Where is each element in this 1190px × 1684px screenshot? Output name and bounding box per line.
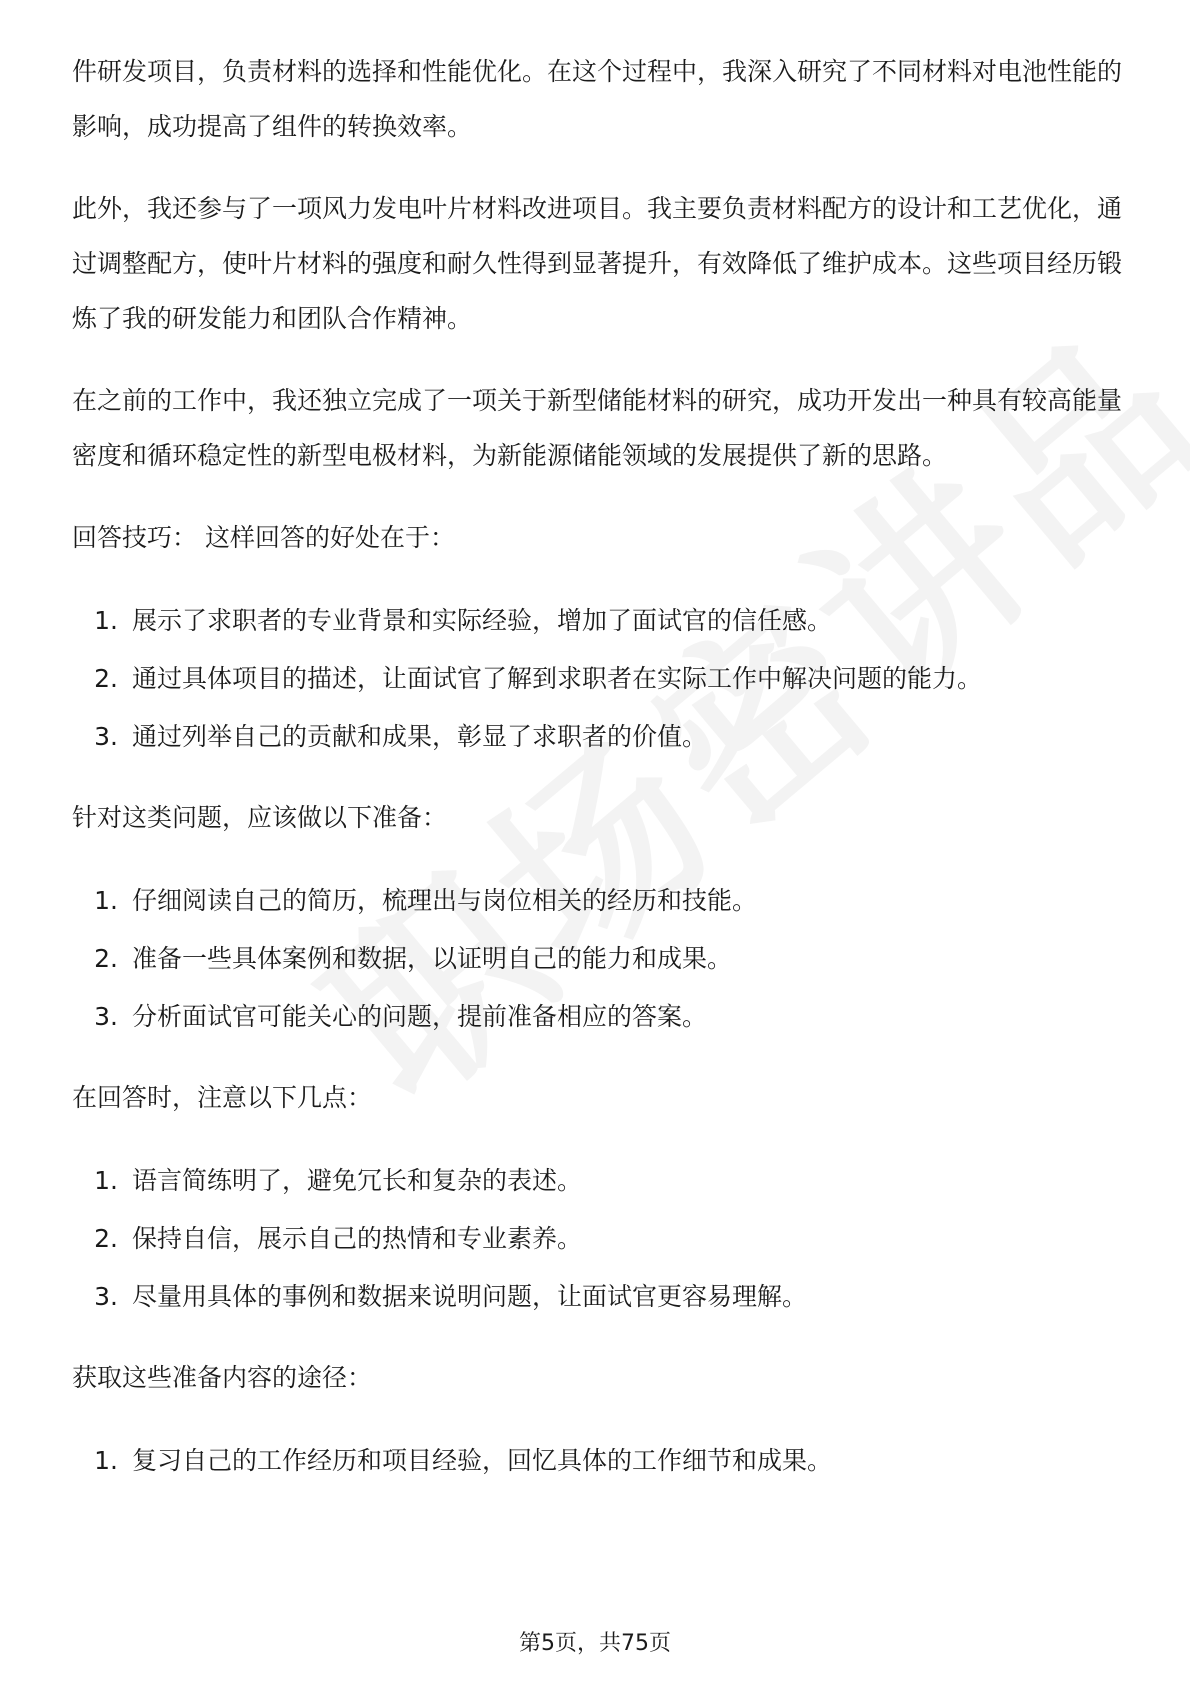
- list-number: 2.: [94, 944, 118, 973]
- list-item: [72, 1152, 1122, 1210]
- paragraph: 件研发项目，负责材料的选择和性能优化。在这个过程中，我深入研究了不同材料对电池性能的影响，成功提高了组件的转换效率。: [72, 57, 1123, 141]
- section-heading: 回答技巧： 这样回答的好处在于：: [72, 523, 455, 552]
- list-item: [72, 1432, 1122, 1490]
- list-number: 3.: [94, 1002, 118, 1031]
- list-item-text: 分析面试官可能关心的问题，提前准备相应的答案。: [132, 1002, 708, 1031]
- list-item-text: 复习自己的工作经历和项目经验，回忆具体的工作细节和成果。: [132, 1446, 833, 1475]
- list-number: 2.: [94, 664, 118, 693]
- numbered-list: [72, 592, 1122, 766]
- section-heading: 针对这类问题，应该做以下准备：: [72, 803, 448, 832]
- list-item-text: 保持自信，展示自己的热情和专业素养。: [132, 1224, 583, 1253]
- list-item: [72, 1268, 1122, 1326]
- list-item: [72, 930, 1122, 988]
- list-number: 2.: [94, 1224, 118, 1253]
- list-item-text: 展示了求职者的专业背景和实际经验，增加了面试官的信任感。: [132, 606, 833, 635]
- section-heading: 获取这些准备内容的途径：: [72, 1363, 373, 1392]
- list-number: 3.: [94, 1282, 118, 1311]
- numbered-list: [72, 872, 1122, 1046]
- list-item-text: 尽量用具体的事例和数据来说明问题，让面试官更容易理解。: [132, 1282, 808, 1311]
- list-item-text: 语言简练明了，避免冗长和复杂的表述。: [132, 1166, 583, 1195]
- paragraph: 此外，我还参与了一项风力发电叶片材料改进项目。我主要负责材料配方的设计和工艺优化，通过调整配方，使叶片材料的强度和耐久性得到显著提升，有效降低了维护成本。这些项目经历锻炼了我的研发能力和团队合作精神。: [72, 194, 1123, 333]
- list-number: 1.: [94, 1166, 118, 1195]
- list-item-text: 通过具体项目的描述，让面试官了解到求职者在实际工作中解决问题的能力。: [132, 664, 983, 693]
- list-item: [72, 1210, 1122, 1268]
- list-item: [72, 650, 1122, 708]
- list-item: [72, 988, 1122, 1046]
- list-number: 3.: [94, 722, 118, 751]
- list-item: [72, 708, 1122, 766]
- page-content: [72, 44, 1122, 1514]
- numbered-list: [72, 1432, 1122, 1490]
- list-item-text: 仔细阅读自己的简历，梳理出与岗位相关的经历和技能。: [132, 886, 758, 915]
- page-footer: 第5页，共75页: [519, 1631, 671, 1656]
- list-item-text: 通过列举自己的贡献和成果，彰显了求职者的价值。: [132, 722, 708, 751]
- section-heading: 在回答时，注意以下几点：: [72, 1083, 373, 1112]
- list-item: [72, 592, 1122, 650]
- numbered-list: [72, 1152, 1122, 1326]
- list-item: [72, 872, 1122, 930]
- list-item-text: 准备一些具体案例和数据，以证明自己的能力和成果。: [132, 944, 733, 973]
- list-number: 1.: [94, 886, 118, 915]
- list-number: 1.: [94, 1446, 118, 1475]
- list-number: 1.: [94, 606, 118, 635]
- paragraph: 在之前的工作中，我还独立完成了一项关于新型储能材料的研究，成功开发出一种具有较高能量密度和循环稳定性的新型电极材料，为新能源储能领域的发展提供了新的思路。: [72, 386, 1123, 470]
